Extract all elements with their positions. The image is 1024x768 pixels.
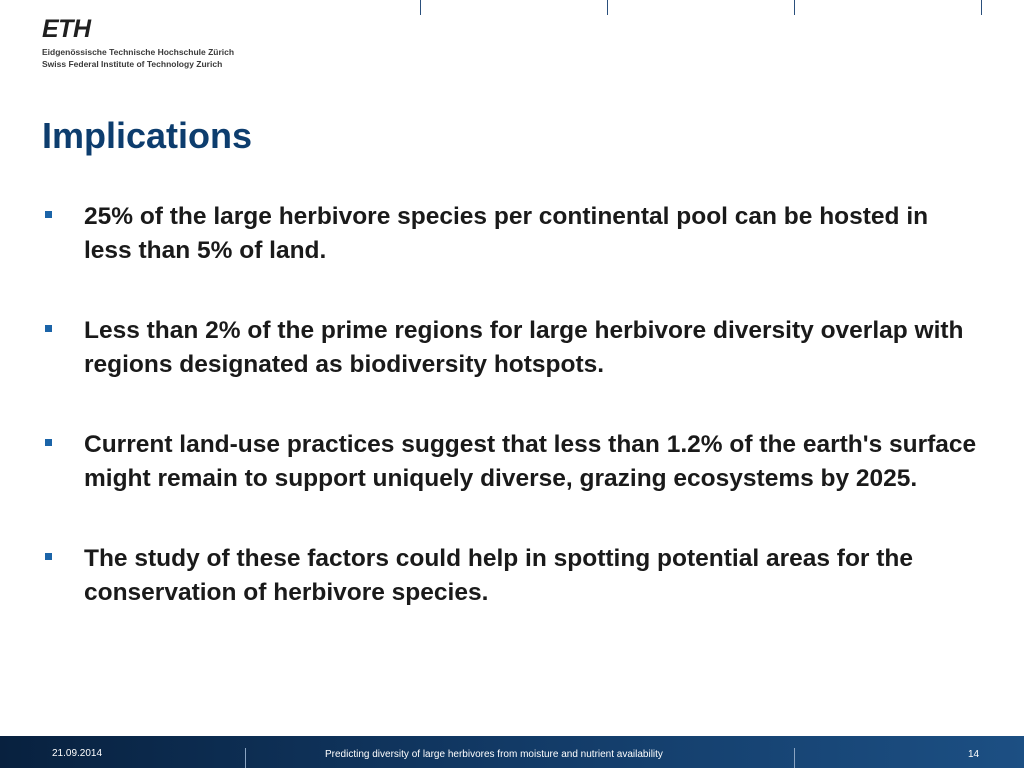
bullet-text: The study of these factors could help in spotting potential areas for the conservation of herbivore species. xyxy=(84,545,914,606)
header-divider xyxy=(981,0,982,15)
footer-title: Predicting diversity of large herbivores from moisture and nutrient availability xyxy=(325,749,663,760)
square-bullet-icon xyxy=(45,211,52,218)
bullet-text: Current land-use practices suggest that less than 1.2% of the earth's surface might remain to support uniquely diverse, grazing ecosystems by 2025. xyxy=(84,431,977,492)
page-number: 14 xyxy=(968,749,980,760)
square-bullet-icon xyxy=(45,439,52,446)
eth-logo-line-english: Swiss Federal Institute of Technology Zurich xyxy=(42,59,223,69)
bullet-item xyxy=(42,200,982,268)
footer-divider xyxy=(794,748,795,768)
eth-logo-line-german: Eidgenössische Technische Hochschule Zürich xyxy=(42,47,235,57)
header-divider xyxy=(420,0,421,15)
bullet-text: Less than 2% of the prime regions for large herbivore diversity overlap with regions designated as biodiversity hotspots. xyxy=(84,317,964,378)
bullet-text: 25% of the large herbivore species per continental pool can be hosted in less than 5% of land. xyxy=(84,203,929,264)
slide-title: Implications xyxy=(42,115,253,156)
bullet-item xyxy=(42,428,982,496)
footer-bar xyxy=(0,736,1024,768)
eth-logo-mark: ETH xyxy=(42,15,91,43)
header-divider xyxy=(794,0,795,15)
bullet-item xyxy=(42,314,982,382)
footer-date: 21.09.2014 xyxy=(52,748,103,759)
eth-logo xyxy=(42,16,234,70)
header-divider xyxy=(607,0,608,15)
footer-divider xyxy=(245,748,246,768)
square-bullet-icon xyxy=(45,553,52,560)
bullet-list xyxy=(42,200,982,656)
square-bullet-icon xyxy=(45,325,52,332)
bullet-item xyxy=(42,542,982,610)
